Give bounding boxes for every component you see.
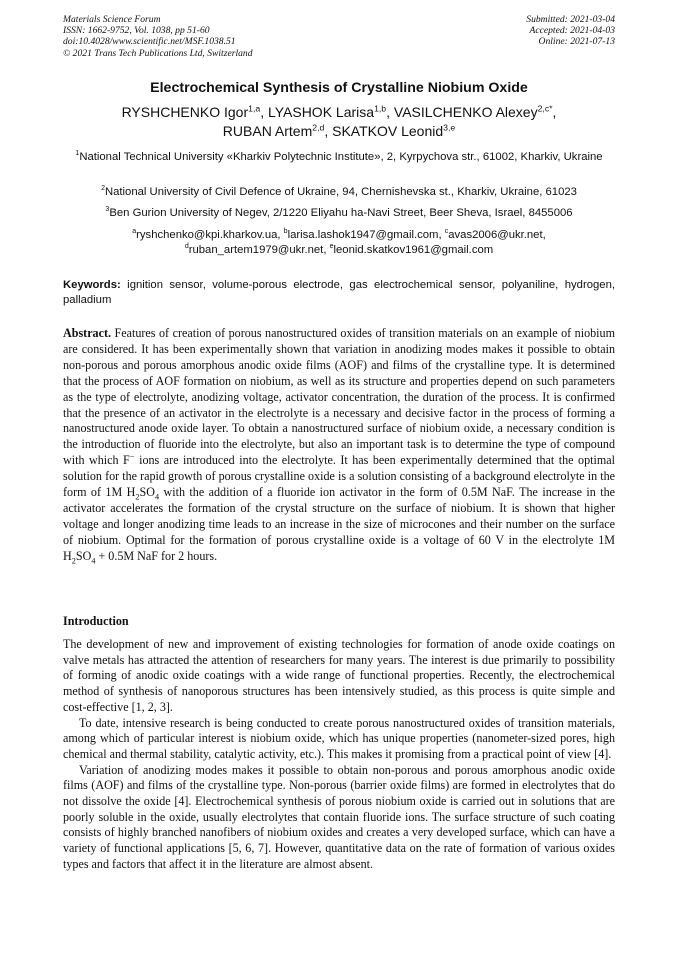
journal-name: Materials Science Forum [63,14,161,25]
journal-issn: ISSN: 1662-9752, Vol. 1038, pp 51-60 [63,25,210,37]
author-name: RYSHCHENKO Igor [121,104,249,120]
formula-subscript: 4 [91,556,96,566]
email-separator: , [277,229,284,241]
abstract-text: SO [139,485,155,500]
journal-info [63,14,253,59]
email-mark: d [184,243,189,251]
journal-doi[interactable]: doi:10.4028/www.scientific.net/MSF.1038.51 [63,36,236,48]
abstract-label: Abstract. [63,326,112,340]
author-separator: , [552,104,557,120]
abstract-text: Features of creation of porous nanostructured oxides of transition materials on an example of niobium are considered. It has been experimentally shown that variation in anodizing modes makes it possible to obtain non-porous and porous amorphous anodic oxide films (AOF) and films of the crystalline type. It is determined that the process of AOF formation on niobium, as well as its structure and properties depend on such parameters as the type of electrolyte, anodizing voltage, activator concentration, the duration of the process. It is confirmed that the presence of an activator in the electrolyte is a necessary and decisive factor in the process of forming a nanostructured anode oxide layer. To obtain a nanostructured surface of niobium oxide, a necessary condition is the introduction of fluoride into the electrolyte, but also an important task is to determine the type of compound with which F [63,326,615,468]
paragraph: Variation of anodizing modes makes it possible to obtain non-porous and porous amorphous anodic oxide films (AOF) and films of the crystalline type. Non-porous (barrier oxide films) are formed in electrolytes that do not dissolve the oxide [4]. Electrochemical synthesis of porous niobium oxide is carried out in solutions that are poorly soluble in the oxide, usually electrolytes that contain fluoride ions. The surface structure of such coating consists of highly branched nanofibers of niobium oxides and creates a very developed surface, which can have a variety of functional applications [5, 6, 7]. However, quantitative data on the rate of formation of various oxides types and factors that affect it in the literature are almost absent. [63,762,615,871]
submitted-date: Submitted: 2021-03-04 [526,14,615,25]
author-name: SKATKOV Leonid [332,123,444,139]
author-separator: , [386,104,394,120]
email-list [63,228,615,258]
email-mark: b [283,228,288,236]
author-separator: , [324,123,333,139]
keywords-label: Keywords: [63,279,121,291]
email-mark: a [132,228,137,236]
email-link[interactable]: avas2006@ukr.net [448,229,543,241]
author-affiliation-mark: 2,c* [537,103,553,114]
author-separator: , [260,104,268,120]
email-separator: , [542,229,546,241]
email-link[interactable]: larisa.lashok1947@gmail.com [287,229,439,241]
author-name: RUBAN Artem [222,123,313,139]
fluoride-charge: − [129,451,135,462]
affiliation-3 [63,206,615,221]
email-separator: , [438,229,445,241]
formula-subscript: 2 [71,556,76,566]
author-name: VASILCHENKO Alexey [393,104,538,120]
affiliation-text: Ben Gurion University of Negev, 2/1220 Eliyahu ha-Navi Street, Beer Sheva, Israel, 8455006 [109,207,573,219]
affiliation-mark: 2 [101,185,105,193]
affiliation-1 [63,150,615,165]
publication-dates [526,14,615,48]
abstract-text: with the addition of a fluoride ion activator in the form of 0.5M NaF. The increase in the activator accelerates the formation of the crystal structure on the surface of niobium. It is shown that higher voltage and longer anodizing time leads to an increase in the size of microcones and their number on the surface of niobium. Optimal for the formation of porous crystalline oxide is a voltage of 60 V in the electrolyte 1M H [63,485,615,563]
paper-title: Electrochemical Synthesis of Crystalline Niobium Oxide [150,80,528,96]
introduction-body [63,637,615,873]
affiliation-mark: 3 [105,206,110,214]
formula-subscript: 4 [154,492,160,502]
affiliation-text: National University of Civil Defence of Ukraine, 94, Chernishevska st., Kharkiv, Ukraine, 61023 [104,186,577,198]
online-date: Online: 2021-07-13 [538,36,615,48]
author-affiliation-mark: 3,e [443,122,456,133]
abstract-text: + 0.5M NaF for 2 hours. [95,548,218,563]
email-link[interactable]: leonid.skatkov1961@gmail.com [333,244,494,256]
affiliation-text: National Technical University «Kharkiv Polytechnic Institute», 2, Kyrpychova str., 61002, Kharkiv, Ukraine [79,151,603,163]
section-heading-introduction: Introduction [63,614,129,628]
author-affiliation-mark: 1,a [248,103,261,114]
abstract-text: ions are introduced into the electrolyte. It has been experimentally determined that the optimal solution for the rapid growth of porous crystalline oxide is a solution consisting of a background electrolyte in the form of 1M H [63,453,615,500]
affiliation-2 [63,185,615,200]
paragraph: To date, intensive research is being conducted to create porous nanostructured oxides of transition materials, among which of particular interest is niobium oxide, which has unique properties (nanometer-sized pores, high chemical and thermal stability, catalytic activity, etc.). This makes it promising from a practical point of view [4]. [63,715,615,761]
author-affiliation-mark: 2,d [312,122,325,133]
email-mark: c [444,228,449,236]
keywords-text: ignition sensor, volume-porous electrode, gas electrochemical sensor, polyaniline, hydrogen, palladium [63,279,615,306]
email-mark: e [329,243,334,251]
paragraph: The development of new and improvement of existing technologies for formation of anode oxide coatings on valve metals has attracted the attention of researchers for many years. The interest is due primarily to possibility of forming of anodic oxide coatings with a wide range of functional properties. Recently, the electrochemical method of synthesis of nanoporous structures has been intensively studied, as this process is quite simple and cost-effective [1, 2, 3]. [63,637,615,714]
journal-copyright: © 2021 Trans Tech Publications Ltd, Switzerland [63,47,253,59]
email-link[interactable]: ryshchenko@kpi.kharkov.ua [136,229,278,241]
keywords-block [63,278,615,307]
affiliation-mark: 1 [75,150,80,158]
author-list [63,103,615,141]
abstract [63,326,615,565]
formula-subscript: 2 [135,492,140,502]
author-name: LYASHOK Larisa [267,104,375,120]
email-link[interactable]: ruban_artem1979@ukr.net [188,244,324,256]
author-affiliation-mark: 1,b [374,103,387,114]
email-separator: , [323,244,330,256]
abstract-text: SO [75,548,92,563]
accepted-date: Accepted: 2021-04-03 [529,25,615,37]
